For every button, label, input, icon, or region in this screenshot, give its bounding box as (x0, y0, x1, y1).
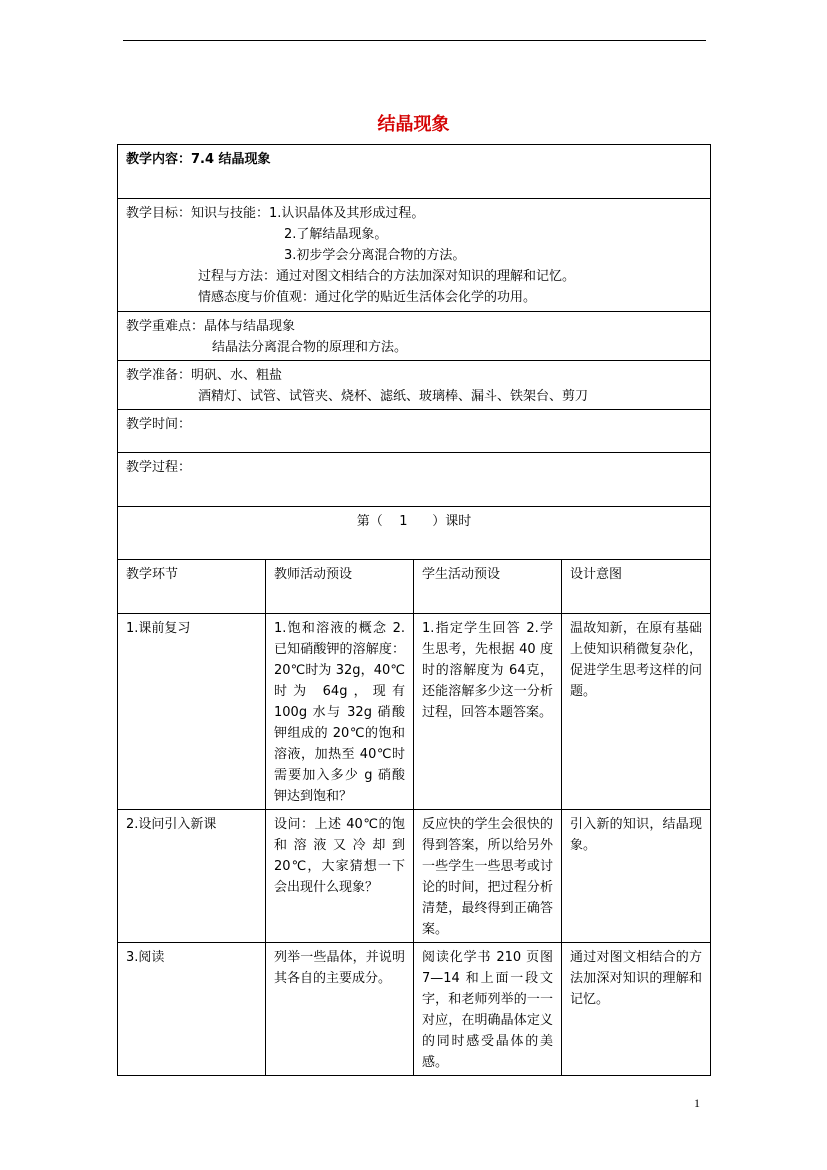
header-stage: 教学环节 (118, 560, 266, 614)
table-row (118, 614, 711, 810)
teaching-process: 教学过程： (118, 453, 711, 507)
key-point-line-1: 教学重难点：晶体与结晶现象 (126, 319, 296, 334)
page-number: 1 (694, 1096, 700, 1110)
stage-cell: 2.设问引入新课 (118, 810, 266, 943)
preparation-line-2: 酒精灯、试管、试管夹、烧杯、滤纸、玻璃棒、漏斗、铁架台、剪刀 (198, 389, 589, 404)
table-row (118, 943, 711, 1076)
stage-cell: 1.课前复习 (118, 614, 266, 810)
student-cell: 阅读化学书 210 页图 7—14 和上面一段文字，和老师列举的一一对应，在明确晶体定义的同时感受晶体的美感。 (414, 943, 562, 1076)
teaching-goals (118, 199, 711, 312)
header-teacher: 教师活动预设 (266, 560, 414, 614)
goal-line-3: 3.初步学会分离混合物的方法。 (284, 248, 466, 263)
goal-line-1: 教学目标：知识与技能：1.认识晶体及其形成过程。 (126, 206, 425, 221)
goal-line-2: 2.了解结晶现象。 (284, 227, 388, 242)
goal-line-4: 过程与方法：通过对图文相结合的方法加深对知识的理解和记忆。 (198, 269, 576, 284)
teacher-cell: 1.饱和溶液的概念 2.已知硝酸钾的溶解度：20℃时为 32g，40℃时为 64g，现有 100g 水与 32g 硝酸钾组成的 20℃的饱和溶液，加热至 40℃时需要加入多少 g 硝酸钾达到饱和？ (266, 614, 414, 810)
stage-cell: 3.阅读 (118, 943, 266, 1076)
intent-cell: 通过对图文相结合的方法加深对知识的理解和记忆。 (562, 943, 711, 1076)
content-row (118, 145, 711, 199)
intent-cell: 温故知新，在原有基础上使知识稍微复杂化，促进学生思考这样的问题。 (562, 614, 711, 810)
preparation (118, 361, 711, 410)
document-title: 结晶现象 (377, 114, 450, 135)
key-points-row (118, 312, 711, 361)
time-row (118, 410, 711, 453)
intent-cell: 引入新的知识，结晶现象。 (562, 810, 711, 943)
table-row (118, 810, 711, 943)
header-student: 学生活动预设 (414, 560, 562, 614)
teacher-cell: 设问：上述 40℃的饱和溶液又冷却到 20℃，大家猜想一下会出现什么现象？ (266, 810, 414, 943)
table-header-row (118, 560, 711, 614)
key-point-line-2: 结晶法分离混合物的原理和方法。 (212, 340, 408, 355)
lesson-number-row (118, 507, 711, 560)
header-rule (123, 40, 706, 41)
lesson-content: 教学内容：7.4 结晶现象 (118, 145, 711, 199)
key-points (118, 312, 711, 361)
header-intent: 设计意图 (562, 560, 711, 614)
process-row (118, 453, 711, 507)
lesson-number: 第（ 1 ）课时 (118, 507, 711, 560)
preparation-row (118, 361, 711, 410)
student-cell: 反应快的学生会很快的得到答案，所以给另外一些学生一些思考或讨论的时间，把过程分析清楚，最终得到正确答案。 (414, 810, 562, 943)
teacher-cell: 列举一些晶体，并说明其各自的主要成分。 (266, 943, 414, 1076)
lesson-plan-table (117, 144, 711, 1076)
student-cell: 1.指定学生回答 2.学生思考，先根据 40 度时的溶解度为 64克，还能溶解多少这一分析过程，回答本题答案。 (414, 614, 562, 810)
teaching-time: 教学时间： (118, 410, 711, 453)
goals-row (118, 199, 711, 312)
preparation-line-1: 教学准备：明矾、水、粗盐 (126, 368, 283, 383)
goal-line-5: 情感态度与价值观：通过化学的贴近生活体会化学的功用。 (198, 290, 537, 305)
